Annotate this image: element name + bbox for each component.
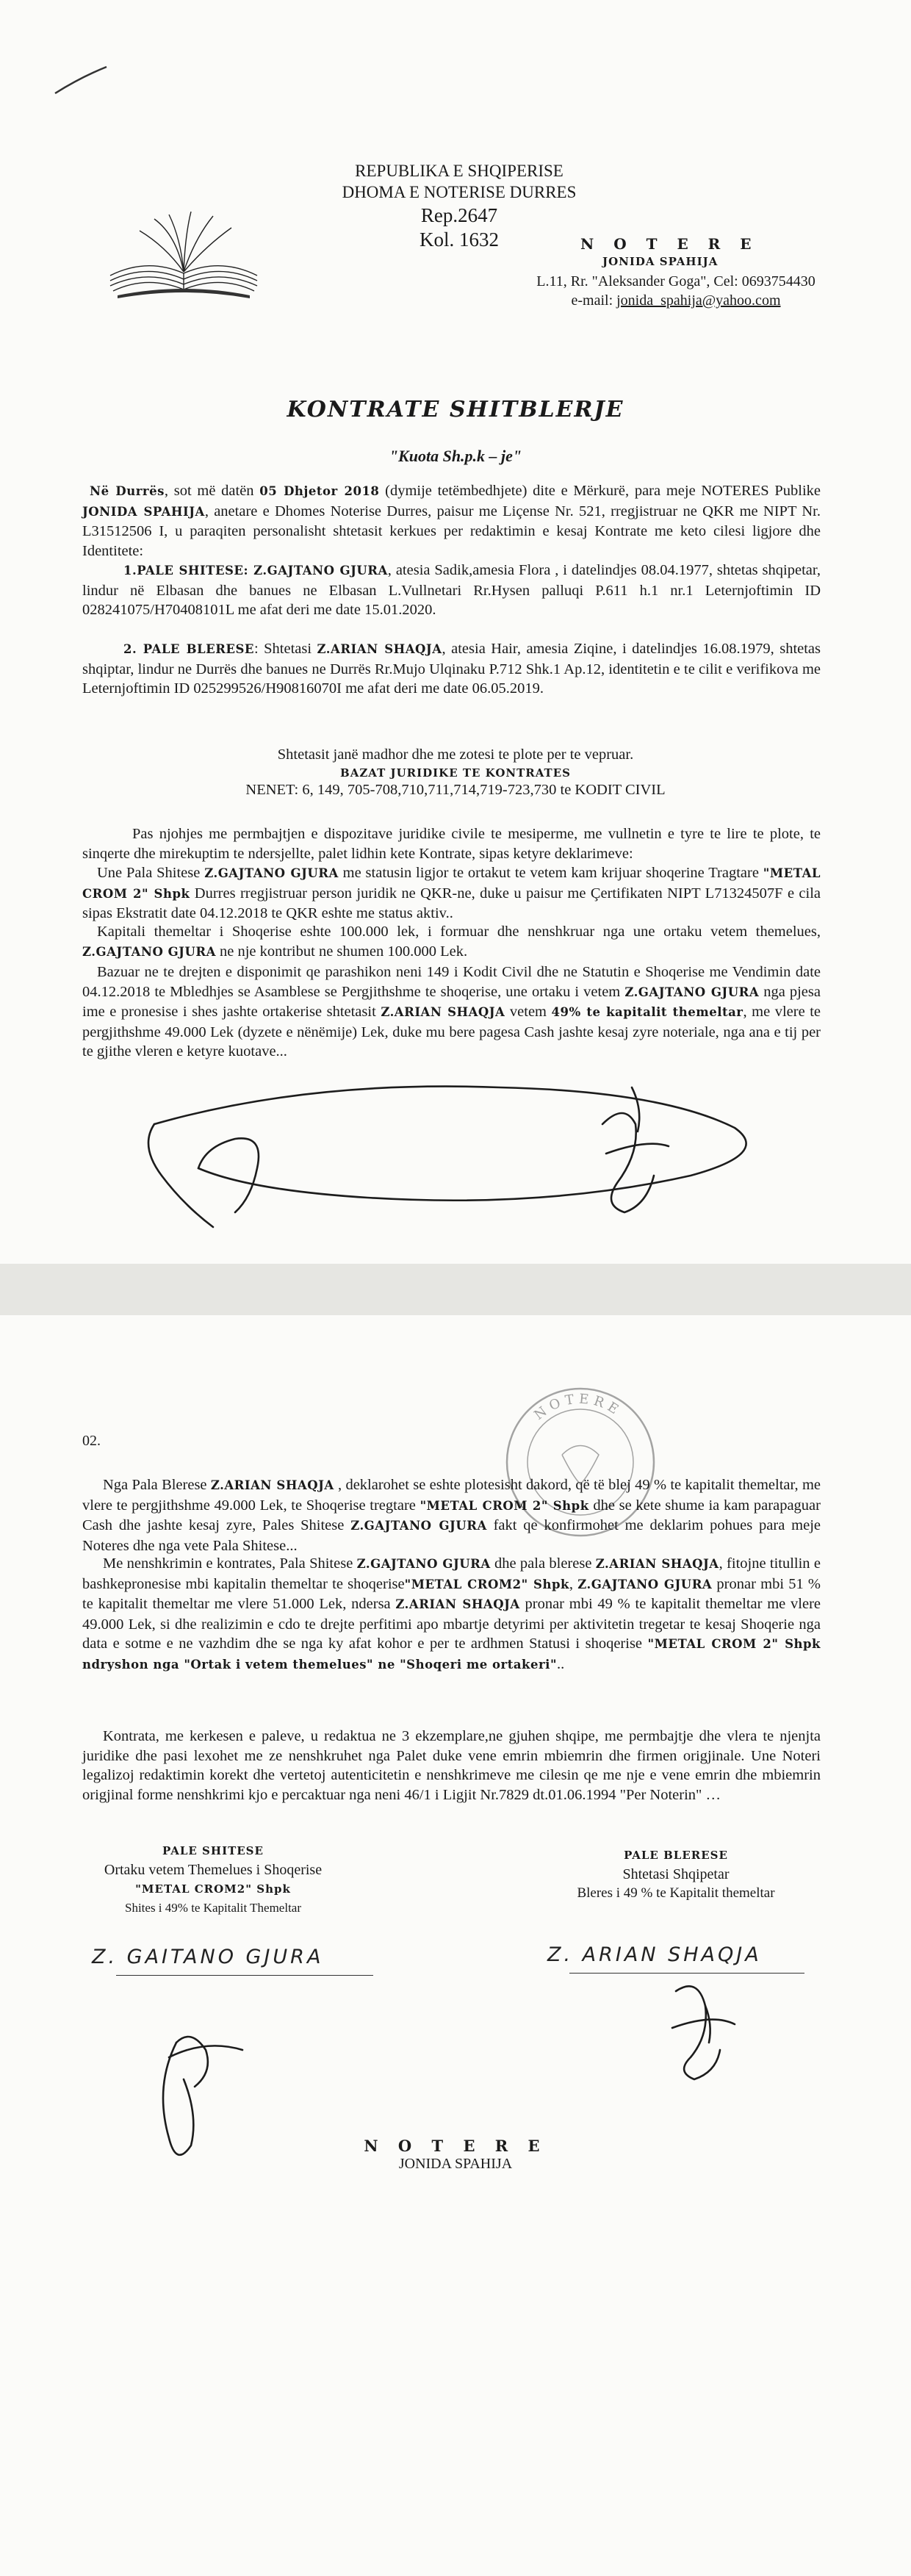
p4-seller: Z.GAJTANO GJURA [624,985,760,999]
notary-address: L.11, Rr. "Aleksander Goga", Cel: 0693754430 [536,273,815,289]
body-paragraph-1: Pas njohjes me permbajtjen e dispozitave juridike civile te mesiperme, me vullnetin e tyre te lire te plote, te sinqerte dhe mirekuptim te ndersjellte, palet lidhin kete Kontrate, sipas ketyre deklarimeve: [82,826,821,862]
buyer-details: , atesia Hair, amesia Ziqine, i datelindjes 16.08.1979, shtetas shqiptar, lindur ne Durrës dhe banues ne Durrës Rr.Mujo Ulqinaku P.712 Shk.1 Ap.12, identitetin e te cilit e verifikova me Leternjoftimin ID 025299526/H90816070I me afat deri me date 06.05.2019. [82,641,821,697]
seller-details: , atesia Sadik,amesia Flora , i datelindjes 08.04.1977, shtetas shqipetar, lindur në Elbasan dhe banues ne Elbasan L.Vullnetari Rr.Hysen palluqi P.611 h.1 nr.1 Leternjoftimin ID 028241075/H70408101L me afat deri me date 15.01.2020. [82,562,821,618]
notary-email-line [514,291,838,310]
page-gap [0,1264,911,1315]
page-1 [0,0,911,1264]
buyer-identity-paragraph [82,639,821,699]
seller-signature-block [73,1841,353,1918]
pg2-p2-text-4: , [569,1575,578,1592]
seller-label: 1.PALE SHITESE: Z.GAJTANO GJURA [123,564,388,578]
buyer-block-title: PALE BLERESE [624,1849,728,1862]
buyer-block-line1: Shtetasi Shqipetar [622,1866,730,1882]
pg2-p2-company: "METAL CROM2" Shpk [404,1577,569,1591]
pg2-p2-text-2: dhe pala blerese [490,1555,596,1572]
pg2-p2-text-3: , fitojne titullin e bashkepronesise mbi kapitalin themeltar te shoqerise [82,1555,821,1592]
header-rep-number: Rep.2647 [420,204,498,226]
p2-company: "METAL CROM 2" Shpk [82,866,821,901]
signatures-page-1 [88,1058,823,1256]
pg2-p2-text-5: pronar mbi 51 % te kapitalit themeltar me vlere 51.000 Lek, ndersa [82,1575,821,1612]
header-kol-number: Kol. 1632 [420,229,499,251]
p4-text-2: nga pjesa ime e pronesise i shes jashte ortakerise shtetasit [82,983,821,1020]
p2-text-2: me statusin ligjor te ortakut te vetem kam krijuar shoqerine Tragtare [338,865,763,881]
body-paragraph-3 [82,922,821,962]
buyer-block-line2: Bleres i 49 % te Kapitalit themeltar [577,1885,775,1901]
pg2-p2-text-7: .. [557,1655,565,1672]
page-number: 02. [82,1433,101,1449]
intro-paragraph [82,481,821,561]
pg2-p1-company: "METAL CROM 2" Shpk [420,1498,589,1513]
pg2-p2-company2: "METAL CROM 2" Shpk ndryshon nga "Ortak i vetem themelues" ne "Shoqeri me ortakeri" [82,1637,821,1672]
p2-paragraph-2 [82,1554,821,1674]
seller-identity-paragraph [82,561,821,620]
notary-footer-name: JONIDA SPAHIJA [398,2156,513,2172]
p3-text-2: ne nje kontribut ne shumen 100.000 Lek. [215,943,468,960]
seller-block-line3: Shites i 49% te Kapitalit Themeltar [125,1901,301,1915]
pg2-p1-text-3: dhe se kete shume ia kam parapaguar Cash dhe jashte kesaj zyre, Pales Shitese [82,1497,821,1533]
p2-text-1: Une Pala Shitese [97,865,205,881]
pg2-p1-text-2: , deklarohet se eshte plotesisht dakord, që të blej 49 % te kapitalit themeltar, me vlere te pergjithshme 49.000 Lek, te Shoqerise tregtare [82,1477,821,1514]
contract-title: KONTRATE SHITBLERJE [287,397,624,422]
intro-text-2: (dymije tetëmbedhjete) dite e Mërkurë, para meje NOTERES Publike [379,483,821,499]
p2-text-3: Durres rregjistruar person juridik ne QKR-ne, duke u paisur me Çertifikaten NIPT L71324507F e cila sipas Ekstratit date 04.12.2018 te QKR eshte me status aktiv.. [82,885,821,921]
p3-text-1: Kapitali themeltar i Shoqerise eshte 100.000 lek, i formuar dhe nenshkruar nga une ortaku vetem themelues, [97,924,821,940]
buyer-name: Z.ARIAN SHAQJA [317,642,442,656]
seller-block-title: PALE SHITESE [162,1844,264,1857]
header-chamber: DHOMA E NOTERISE DURRES [342,183,577,201]
body-paragraph-4 [82,963,821,1062]
pg2-p2-buyer: Z.ARIAN SHAQJA [595,1557,719,1571]
buyer-handwritten-name: Z. ARIAN SHAQJA [547,1943,762,1966]
p4-text-1: Bazuar ne te drejten e disponimit qe parashikon neni 149 i Kodit Civil dhe ne Statutin e Shoqerise me Vendimin date 04.12.2018 te Mbledhjes se Asamblese se Pergjithshme te shoqerise, une ortaku i vetem [82,964,821,1000]
p2-seller: Z.GAJTANO GJURA [204,866,339,880]
p2-paragraph-1 [82,1475,821,1555]
seller-block-line1: Ortaku vetem Themelues i Shoqerise [104,1862,323,1878]
p4-share: 49% te kapitalit themeltar [551,1005,743,1019]
intro-text-3: , anetare e Dhomes Noterise Durres, paisur me Liçense Nr. 521, rregjistruar ne QKR me NIPT Nr. L31512506 I, u paraqiten personalisht shtetasit kerkues per redaktimin e kesaj Kontrate me keto cilesi ligjore dhe Identitete: [82,503,821,559]
pg2-p1-text-1: Nga Pala Blerese [103,1477,211,1493]
buyer-signature-block [529,1846,823,1903]
notary-footer-title: N O T E R E [364,2137,547,2155]
buyer-label: 2. PALE BLERESE [123,642,254,656]
notary-email-link[interactable]: jonida_spahija@yahoo.com [616,292,781,309]
p4-text-3: vetem [505,1004,552,1020]
open-book-logo-icon [103,206,264,301]
notary-name: JONIDA SPAHIJA [602,255,719,268]
pg2-p1-seller: Z.GAJTANO GJURA [350,1519,487,1533]
pg2-p2-text-6: pronar mbi 49 % te kapitalit themeltar me vlere 49.000 Lek, si dhe realizimin e cdo te drejte perfitimi apo mbartje detyrimi per aktivitetin tregetar te kesaj Shoqerie nga data e sotme e ne vazhdim dhe se nga ky afat kohor e per te ardhmen Statusi i shoqerise [82,1596,821,1652]
intro-text-1: , sot më datën [164,483,260,499]
pg2-p1-buyer: Z.ARIAN SHAQJA [210,1478,334,1492]
legal-basis-heading: BAZAT JURIDIKE TE KONTRATES [340,766,571,780]
capacity-statement: Shtetasit janë madhor dhe me zotesi te plote per te vepruar. [277,746,634,763]
body-paragraph-2 [82,863,821,924]
pg2-p2-buyer2: Z.ARIAN SHAQJA [395,1597,520,1611]
seller-block-company: "METAL CROM2" Shpk [135,1882,291,1896]
header-republic: REPUBLIKA E SHQIPERISE [355,162,563,180]
pg2-p2-seller2: Z.GAJTANO GJURA [577,1577,713,1591]
pg2-p1-text-4: fakt qe konfirmohet me deklarim pohues para meje Noteres dhe nga vete Pala Shitese... [82,1517,821,1554]
seal-text: NOTERE [531,1391,625,1423]
pg2-p2-text-1: Me nenshkrimin e kontrates, Pala Shitese [103,1555,357,1572]
p3-seller: Z.GAJTANO GJURA [82,944,216,959]
pen-mark-scribble [51,62,110,99]
p2-paragraph-3: Kontrata, me kerkesen e paleve, u redaktua ne 3 ekzemplare,ne gjuhen shqipe, me permbajtje dhe vlera te njenjta juridike dhe pasi lexohet me ze nenshkruhet nga Palet duke vene emrin mbiemrin dhe firmen origjinale. Une Noteri legalizoj redaktimin korekt dhe vertetoj autenticitetin e nenshkrimeve me cilesin qe me nje e vene emrin dhe mbiemrin origjinal forme nenshkrimi kjo e percaktuar nga neni 46/1 i Ligjit Nr.7829 dt.01.06.1994 "Per Noterin" … [82,1728,821,1803]
intro-notary-name: JONIDA SPAHIJA [82,504,205,519]
p4-text-4: , me vlere te pergjithshme 49.000 Lek (dyzete e nënëmije) Lek, duke mu bere pagesa Cash jashte kesaj zyre noteriale, nga ana e tij per te gjithe vleren e ketyre kuotave... [82,1004,821,1059]
legal-articles: NENET: 6, 149, 705-708,710,711,714,719-723,730 te KODIT CIVIL [245,782,666,798]
pg2-p2-seller: Z.GAJTANO GJURA [356,1557,491,1571]
seller-handwritten-name: Z. GAITANO GJURA [92,1946,324,1968]
email-label: e-mail: [571,292,617,309]
p4-buyer: Z.ARIAN SHAQJA [381,1005,505,1019]
page-2 [0,1315,911,2576]
notary-title: N O T E R E [580,235,759,253]
buyer-text-1: : Shtetasi [254,641,317,657]
intro-date: 05 Dhjetor 2018 [259,484,380,498]
contract-subtitle: "Kuota Sh.p.k – je" [389,447,522,465]
intro-place: Në Durrës [90,484,165,498]
